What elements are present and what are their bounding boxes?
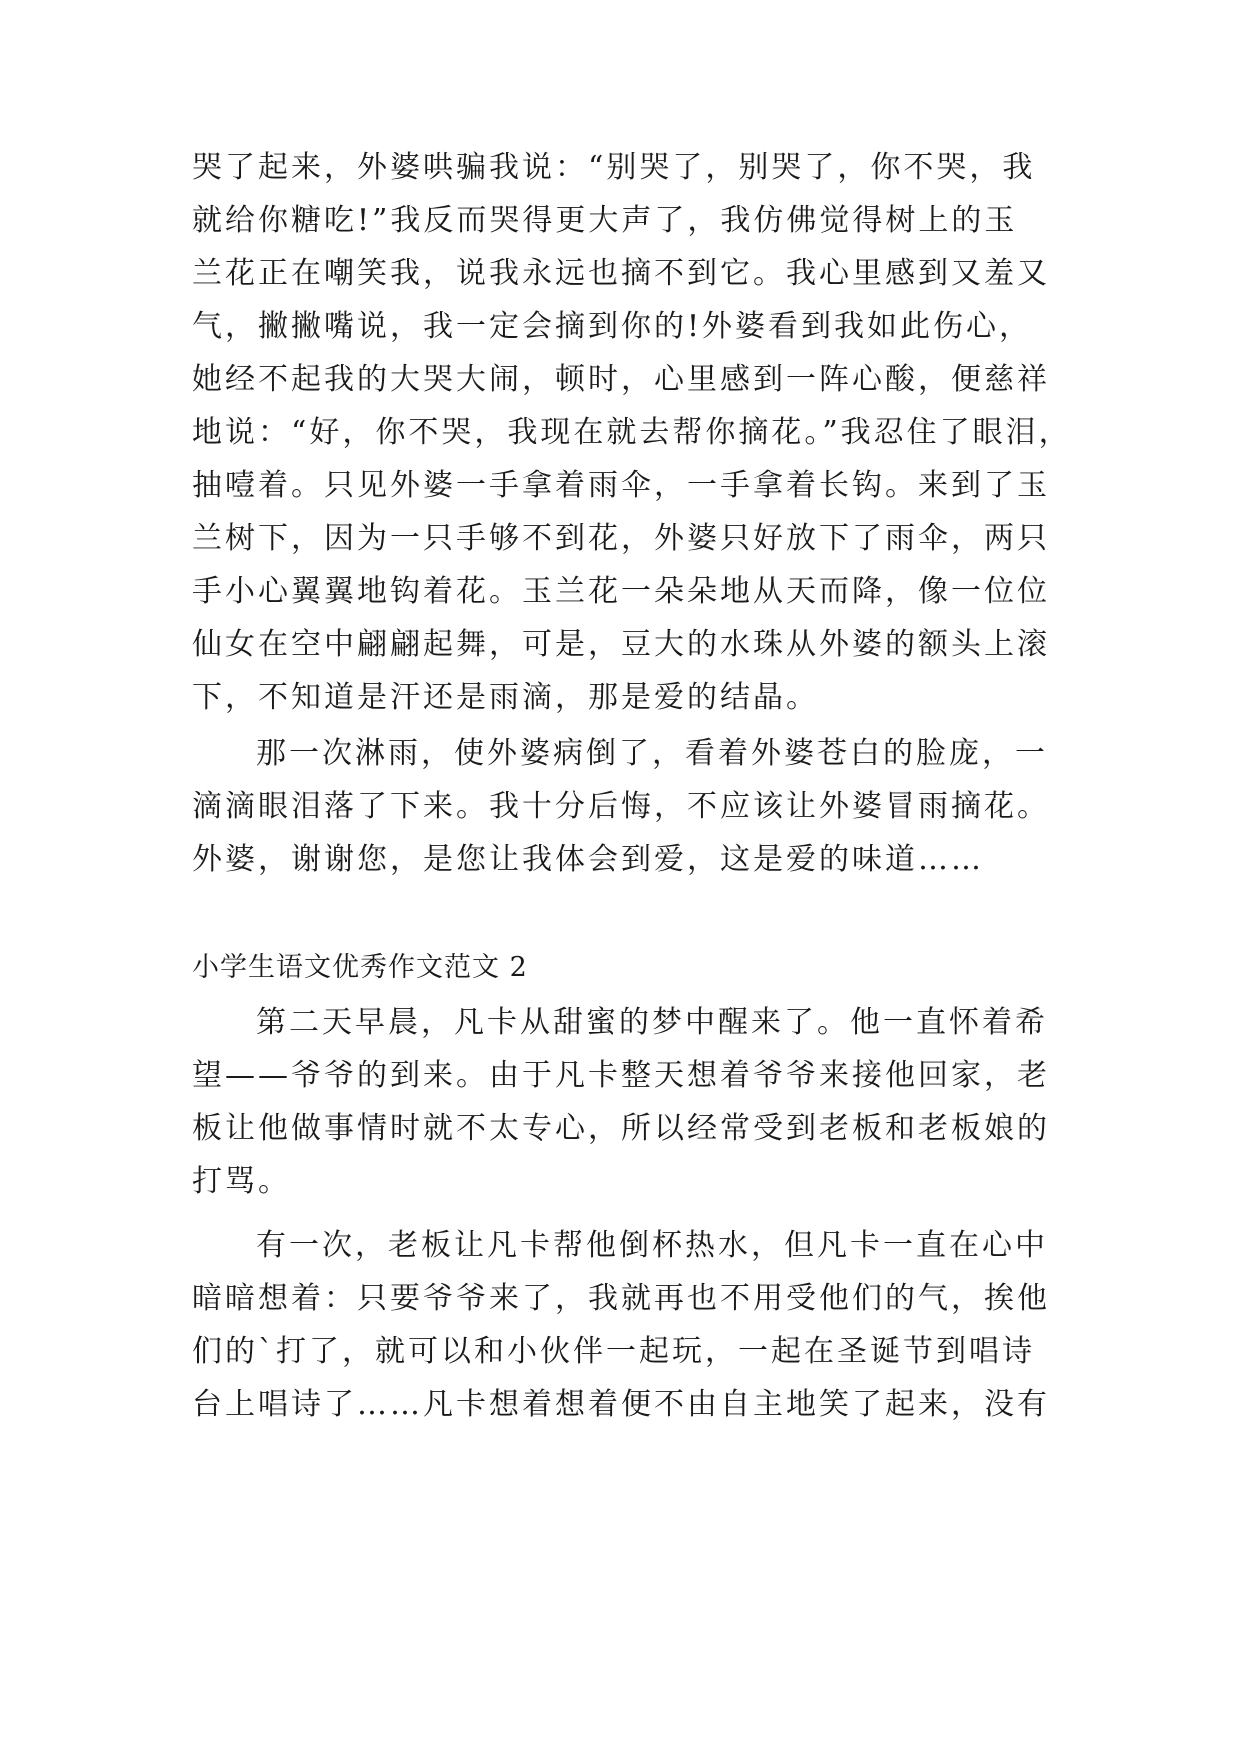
text-line: 台上唱诗了……凡卡想着想着便不由自主地笑了起来，没有: [192, 1387, 1050, 1422]
text-line: 打骂。: [192, 1164, 291, 1199]
text-line: 哭了起来，外婆哄骗我说：“别哭了，别哭了，你不哭，我: [192, 150, 1036, 185]
text-line: 就给你糖吃!”我反而哭得更大声了，我仿佛觉得树上的玉: [192, 203, 1018, 238]
text-line: 望——爷爷的到来。由于凡卡整天想着爷爷来接他回家，老: [192, 1058, 1050, 1093]
text-line: 有一次，老板让凡卡帮他倒杯热水，但凡卡一直在心中: [256, 1228, 1048, 1263]
text-line: 兰花正在嘲笑我，说我永远也摘不到它。我心里感到又羞又: [192, 256, 1050, 291]
text-line: 手小心翼翼地钩着花。玉兰花一朵朵地从天而降，像一位位: [192, 574, 1050, 609]
text-line: 们的`打了，就可以和小伙伴一起玩，一起在圣诞节到唱诗: [192, 1334, 1035, 1369]
text-line: 她经不起我的大哭大闹，顿时，心里感到一阵心酸，便慈祥: [192, 362, 1050, 397]
text-line: 那一次淋雨，使外婆病倒了，看着外婆苍白的脸庞，一: [256, 736, 1048, 771]
text-line: 地说：“好，你不哭，我现在就去帮你摘花。”我忍住了眼泪，: [192, 415, 1072, 450]
text-line: 第二天早晨，凡卡从甜蜜的梦中醒来了。他一直怀着希: [256, 1005, 1048, 1040]
text-line: 兰树下，因为一只手够不到花，外婆只好放下了雨伞，两只: [192, 521, 1050, 556]
text-line: 暗暗想着：只要爷爷来了，我就再也不用受他们的气，挨他: [192, 1281, 1050, 1316]
section-title: 小学生语文优秀作文范文 2: [192, 952, 528, 983]
text-line: 仙女在空中翩翩起舞，可是，豆大的水珠从外婆的额头上滚: [192, 627, 1050, 662]
text-line: 板让他做事情时就不太专心，所以经常受到老板和老板娘的: [192, 1111, 1050, 1146]
text-line: 下，不知道是汗还是雨滴，那是爱的结晶。: [192, 680, 819, 715]
text-line: 外婆，谢谢您，是您让我体会到爱，这是爱的味道……: [192, 842, 984, 877]
text-line: 滴滴眼泪落了下来。我十分后悔，不应该让外婆冒雨摘花。: [192, 789, 1050, 824]
text-line: 抽噎着。只见外婆一手拿着雨伞，一手拿着长钩。来到了玉: [192, 468, 1050, 503]
text-line: 气，撇撇嘴说，我一定会摘到你的!外婆看到我如此伤心，: [192, 309, 1033, 344]
